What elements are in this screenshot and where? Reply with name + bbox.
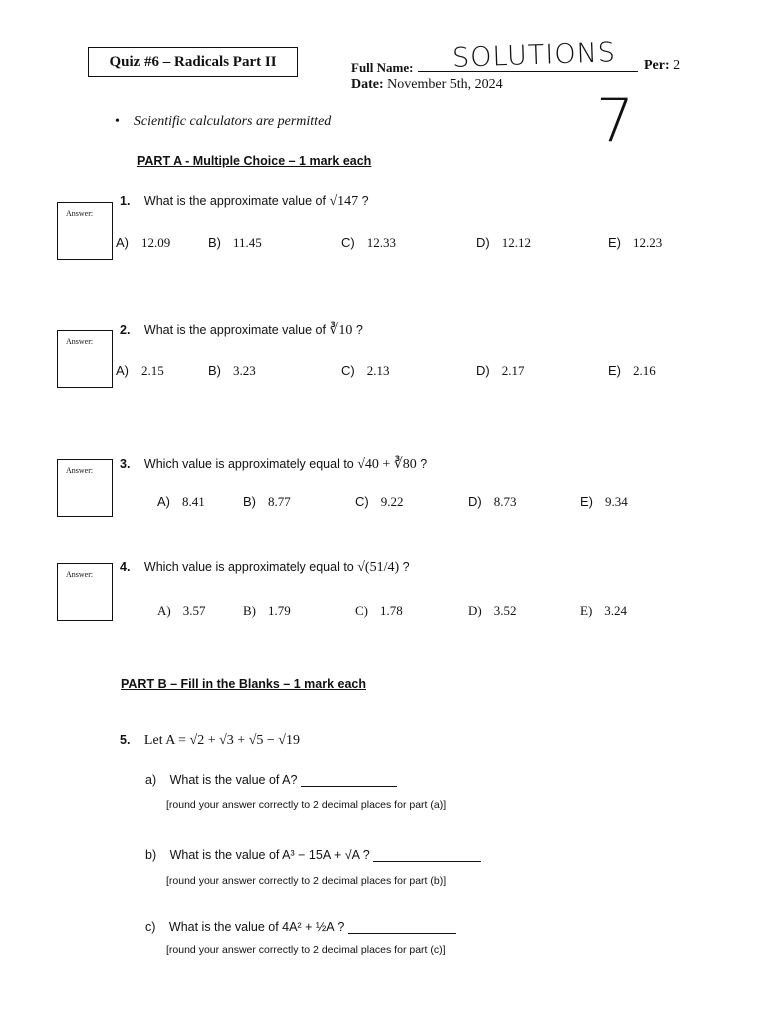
question-text: What is the approximate value of: [143, 323, 326, 337]
question-3: [120, 456, 427, 473]
question-number: 1.: [120, 194, 131, 208]
calculator-note: • Scientific calculators are permitted: [115, 114, 331, 130]
option-letter: E): [580, 603, 593, 618]
option-e[interactable]: [580, 494, 628, 510]
option-letter: A): [157, 603, 171, 618]
option-b[interactable]: [243, 494, 291, 510]
subpart-text: What is the value of 4A² + ½A ?: [168, 920, 345, 934]
answer-box-q2[interactable]: [57, 330, 113, 388]
question-suffix: ?: [361, 194, 369, 208]
option-c[interactable]: [355, 494, 403, 510]
question-text: Which value is approximately equal to: [143, 457, 354, 471]
option-value: 3.57: [182, 603, 206, 618]
option-value: 1.78: [380, 603, 403, 618]
option-letter: D): [468, 603, 482, 618]
period-label: Per:: [644, 58, 670, 73]
question-number: 3.: [120, 457, 131, 471]
option-letter: B): [208, 363, 221, 378]
score-mark: 7: [596, 86, 635, 156]
question-expression: ∛10: [329, 323, 353, 338]
option-d[interactable]: [476, 235, 531, 251]
full-name-label: Full Name:: [351, 60, 414, 75]
date: [351, 77, 503, 93]
rounding-note: [round your answer correctly to 2 decimal places for part (a)]: [166, 799, 447, 811]
subpart-text: What is the value of A³ − 15A + √A ?: [169, 848, 370, 862]
option-letter: A): [116, 363, 129, 378]
question-text: What is the approximate value of: [143, 194, 326, 208]
question-number: 2.: [120, 323, 131, 337]
rounding-note: [round your answer correctly to 2 decimal places for part (c)]: [166, 944, 446, 956]
question-text: Which value is approximately equal to: [143, 560, 354, 574]
rounding-note: [round your answer correctly to 2 decimal places for part (b)]: [166, 875, 447, 887]
period-value: 2: [673, 58, 681, 73]
option-value: 2.17: [501, 363, 525, 378]
question-1: [120, 194, 369, 210]
subpart-label: a): [145, 773, 157, 787]
option-letter: E): [608, 363, 621, 378]
question-expression: √40 + ∛80: [357, 457, 417, 472]
answer-label: Answer:: [66, 209, 94, 218]
option-value: 11.45: [233, 235, 262, 250]
date-label: Date:: [351, 77, 384, 92]
subpart-b: [145, 848, 481, 862]
full-name-value: SOLUTIONS: [451, 37, 617, 74]
answer-label: Answer:: [66, 337, 94, 346]
option-a[interactable]: [157, 603, 205, 619]
option-value: 2.15: [141, 363, 164, 378]
option-value: 2.13: [366, 363, 390, 378]
option-value: 9.34: [605, 494, 628, 509]
option-letter: B): [243, 603, 256, 618]
option-letter: A): [116, 235, 129, 250]
answer-label: Answer:: [66, 466, 94, 475]
option-d[interactable]: [468, 603, 516, 619]
option-letter: B): [208, 235, 221, 250]
question-suffix: ?: [402, 560, 410, 574]
answer-label: Answer:: [66, 570, 94, 579]
option-letter: D): [476, 363, 490, 378]
option-letter: C): [355, 603, 368, 618]
part-a-title: PART A - Multiple Choice – 1 mark each: [137, 154, 372, 168]
subpart-c: [145, 920, 456, 934]
subpart-text: What is the value of A?: [169, 773, 298, 787]
option-b[interactable]: [208, 363, 256, 379]
answer-blank[interactable]: [348, 920, 456, 934]
question-expression: √(51/4): [357, 560, 400, 575]
option-value: 3.52: [493, 603, 517, 618]
option-letter: A): [157, 494, 170, 509]
question-2: [120, 322, 363, 339]
question-number: 5.: [120, 733, 131, 747]
date-value: November 5th, 2024: [387, 77, 503, 92]
option-d[interactable]: [468, 494, 516, 510]
option-value: 3.23: [233, 363, 256, 378]
option-d[interactable]: [476, 363, 524, 379]
option-e[interactable]: [608, 235, 662, 251]
option-e[interactable]: [580, 603, 627, 619]
option-a[interactable]: [157, 494, 205, 510]
option-value: 8.77: [268, 494, 291, 509]
option-value: 2.16: [633, 363, 656, 378]
question-text: Let A = √2 + √3 + √5 − √19: [143, 733, 300, 748]
option-a[interactable]: [116, 235, 170, 251]
period: [644, 58, 680, 74]
option-value: 12.23: [633, 235, 663, 250]
option-c[interactable]: [341, 235, 396, 251]
answer-box-q1[interactable]: [57, 202, 113, 260]
option-e[interactable]: [608, 363, 656, 379]
subpart-label: b): [145, 848, 157, 862]
option-a[interactable]: [116, 363, 164, 379]
answer-blank[interactable]: [301, 773, 397, 787]
option-value: 8.41: [182, 494, 205, 509]
option-letter: E): [608, 235, 621, 250]
option-value: 3.24: [604, 603, 628, 618]
option-letter: D): [476, 235, 490, 250]
option-value: 8.73: [493, 494, 517, 509]
option-c[interactable]: [341, 363, 389, 379]
option-value: 12.33: [366, 235, 396, 250]
answer-box-q3[interactable]: [57, 459, 113, 517]
question-4: [120, 560, 410, 576]
option-letter: B): [243, 494, 256, 509]
subpart-a: [145, 773, 397, 787]
option-value: 12.12: [501, 235, 531, 250]
option-letter: D): [468, 494, 482, 509]
option-b[interactable]: [243, 603, 291, 619]
option-value: 1.79: [268, 603, 291, 618]
subpart-label: c): [145, 920, 156, 934]
option-letter: C): [355, 494, 369, 509]
option-letter: C): [341, 363, 355, 378]
question-number: 4.: [120, 560, 131, 574]
answer-blank[interactable]: [373, 848, 481, 862]
option-letter: E): [580, 494, 593, 509]
quiz-title: Quiz #6 – Radicals Part II: [88, 47, 298, 77]
question-expression: √147: [329, 194, 359, 209]
answer-box-q4[interactable]: [57, 563, 113, 621]
option-c[interactable]: [355, 603, 403, 619]
option-value: 9.22: [380, 494, 404, 509]
question-suffix: ?: [420, 457, 428, 471]
part-b-title: PART B – Fill in the Blanks – 1 mark each: [121, 677, 366, 691]
option-letter: C): [341, 235, 355, 250]
option-value: 12.09: [141, 235, 171, 250]
option-b[interactable]: [208, 235, 262, 251]
question-5: [120, 733, 300, 749]
question-suffix: ?: [355, 323, 363, 337]
